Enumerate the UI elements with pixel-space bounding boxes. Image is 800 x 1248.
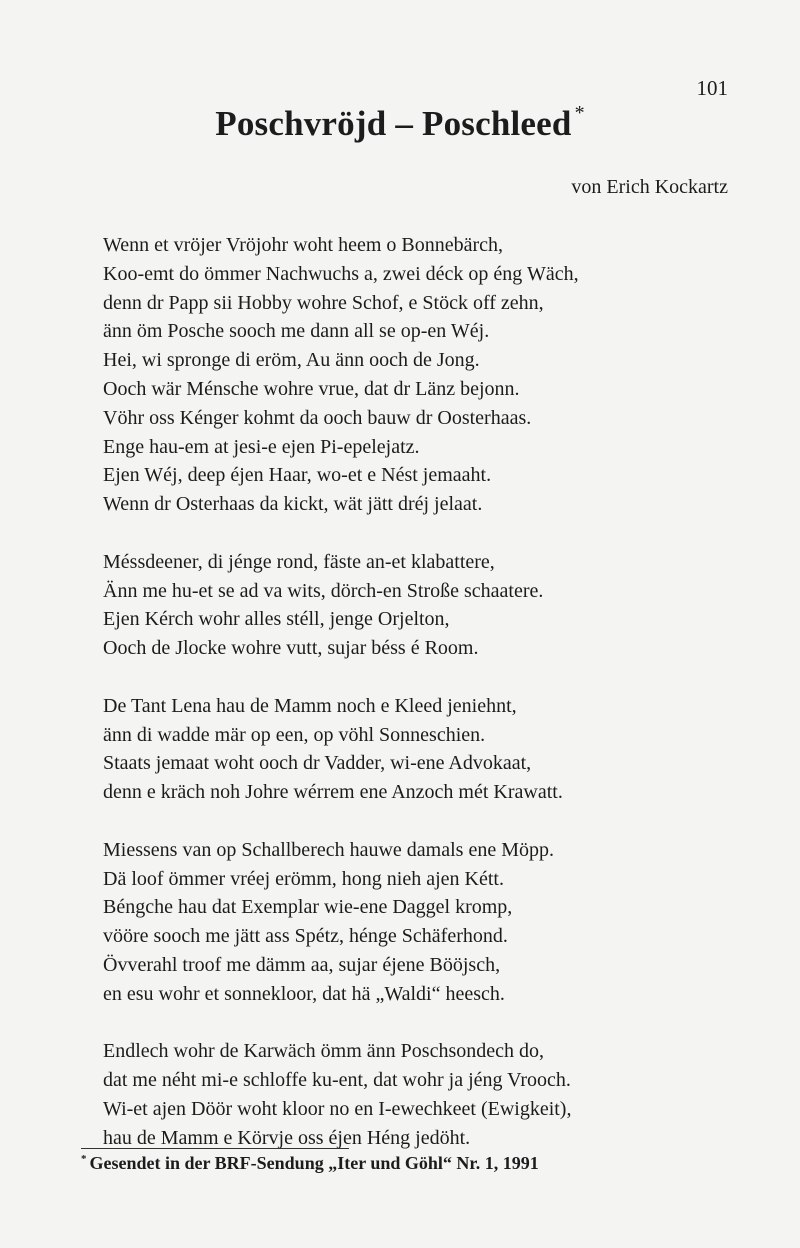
poem-line: Miessens van op Schallberech hauwe damals ene Möpp. bbox=[103, 838, 554, 861]
footnote-text: Gesendet in der BRF-Sendung „Iter und Göhl“ Nr. 1, 1991 bbox=[89, 1153, 539, 1173]
stanza bbox=[103, 548, 743, 663]
poem-line: Enge hau-em at jesi-e ejen Pi-epelejatz. bbox=[103, 435, 420, 458]
poem-line: Övverahl troof me dämm aa, sujar éjene Bööjsch, bbox=[103, 953, 501, 976]
poem-line: Méssdeener, di jénge rond, fäste an-et klabattere, bbox=[103, 550, 495, 573]
footnote-divider bbox=[81, 1148, 349, 1149]
poem-line: änn di wadde mär op een, op vöhl Sonneschien. bbox=[103, 723, 486, 746]
poem-line: Hei, wi spronge di eröm, Au änn ooch de Jong. bbox=[103, 349, 480, 372]
author-line: von Erich Kockartz bbox=[571, 176, 728, 198]
poem-line: änn öm Posche sooch me dann all se op-en Wéj. bbox=[103, 320, 490, 343]
poem-title bbox=[0, 104, 800, 144]
poem-line: hau de Mamm e Körvje oss éjen Héng jedöht. bbox=[103, 1126, 471, 1149]
poem-line: Koo-emt do ömmer Nachwuchs a, zwei déck op éng Wäch, bbox=[103, 262, 579, 285]
poem-line: Dä loof ömmer vréej erömm, hong nieh ajen Kétt. bbox=[103, 867, 504, 890]
poem-body bbox=[103, 231, 743, 1181]
poem-line: Endlech wohr de Karwäch ömm änn Poschsondech do, bbox=[103, 1040, 544, 1063]
poem-line: Änn me hu-et se ad va wits, dörch-en Stroße schaatere. bbox=[103, 579, 544, 602]
poem-line: Ooch de Jlocke wohre vutt, sujar béss é Room. bbox=[103, 637, 479, 660]
poem-line: vööre sooch me jätt ass Spétz, hénge Schäferhond. bbox=[103, 925, 508, 948]
stanza bbox=[103, 836, 743, 1009]
poem-line: denn e kräch noh Johre wérrem ene Anzoch mét Krawatt. bbox=[103, 781, 563, 804]
footnote bbox=[81, 1153, 539, 1174]
poem-line: Ejen Wéj, deep éjen Haar, wo-et e Nést jemaaht. bbox=[103, 464, 492, 487]
poem-line: Wenn dr Osterhaas da kickt, wät jätt dréj jelaat. bbox=[103, 493, 483, 516]
poem-line: Staats jemaat woht ooch dr Vadder, wi-ene Advokaat, bbox=[103, 752, 532, 775]
footnote-symbol: * bbox=[81, 1153, 87, 1165]
poem-line: denn dr Papp sii Hobby wohre Schof, e Stöck off zehn, bbox=[103, 291, 544, 314]
poem-line: en esu wohr et sonnekloor, dat hä „Waldi“ heesch. bbox=[103, 982, 505, 1005]
stanza bbox=[103, 231, 743, 519]
poem-line: De Tant Lena hau de Mamm noch e Kleed jeniehnt, bbox=[103, 694, 517, 717]
poem-line: Béngche hau dat Exemplar wie-ene Daggel kromp, bbox=[103, 896, 513, 919]
poem-line: Vöhr oss Kénger kohmt da ooch bauw dr Oosterhaas. bbox=[103, 406, 532, 429]
page-number: 101 bbox=[696, 76, 728, 100]
poem-line: Wi-et ajen Döör woht kloor no en I-ewechkeet (Ewigkeit), bbox=[103, 1097, 572, 1120]
poem-line: Ejen Kérch wohr alles stéll, jenge Orjelton, bbox=[103, 608, 450, 631]
poem-line: dat me néht mi-e schloffe ku-ent, dat wohr ja jéng Vrooch. bbox=[103, 1069, 571, 1092]
poem-line: Wenn et vröjer Vröjohr woht heem o Bonnebärch, bbox=[103, 234, 504, 256]
footnote-marker: * bbox=[574, 102, 585, 124]
poem-line: Ooch wär Ménsche wohre vrue, dat dr Länz bejonn. bbox=[103, 377, 520, 400]
stanza bbox=[103, 1037, 743, 1152]
poem-title-text: Poschvröjd – Poschleed bbox=[215, 104, 572, 143]
stanza bbox=[103, 692, 743, 807]
